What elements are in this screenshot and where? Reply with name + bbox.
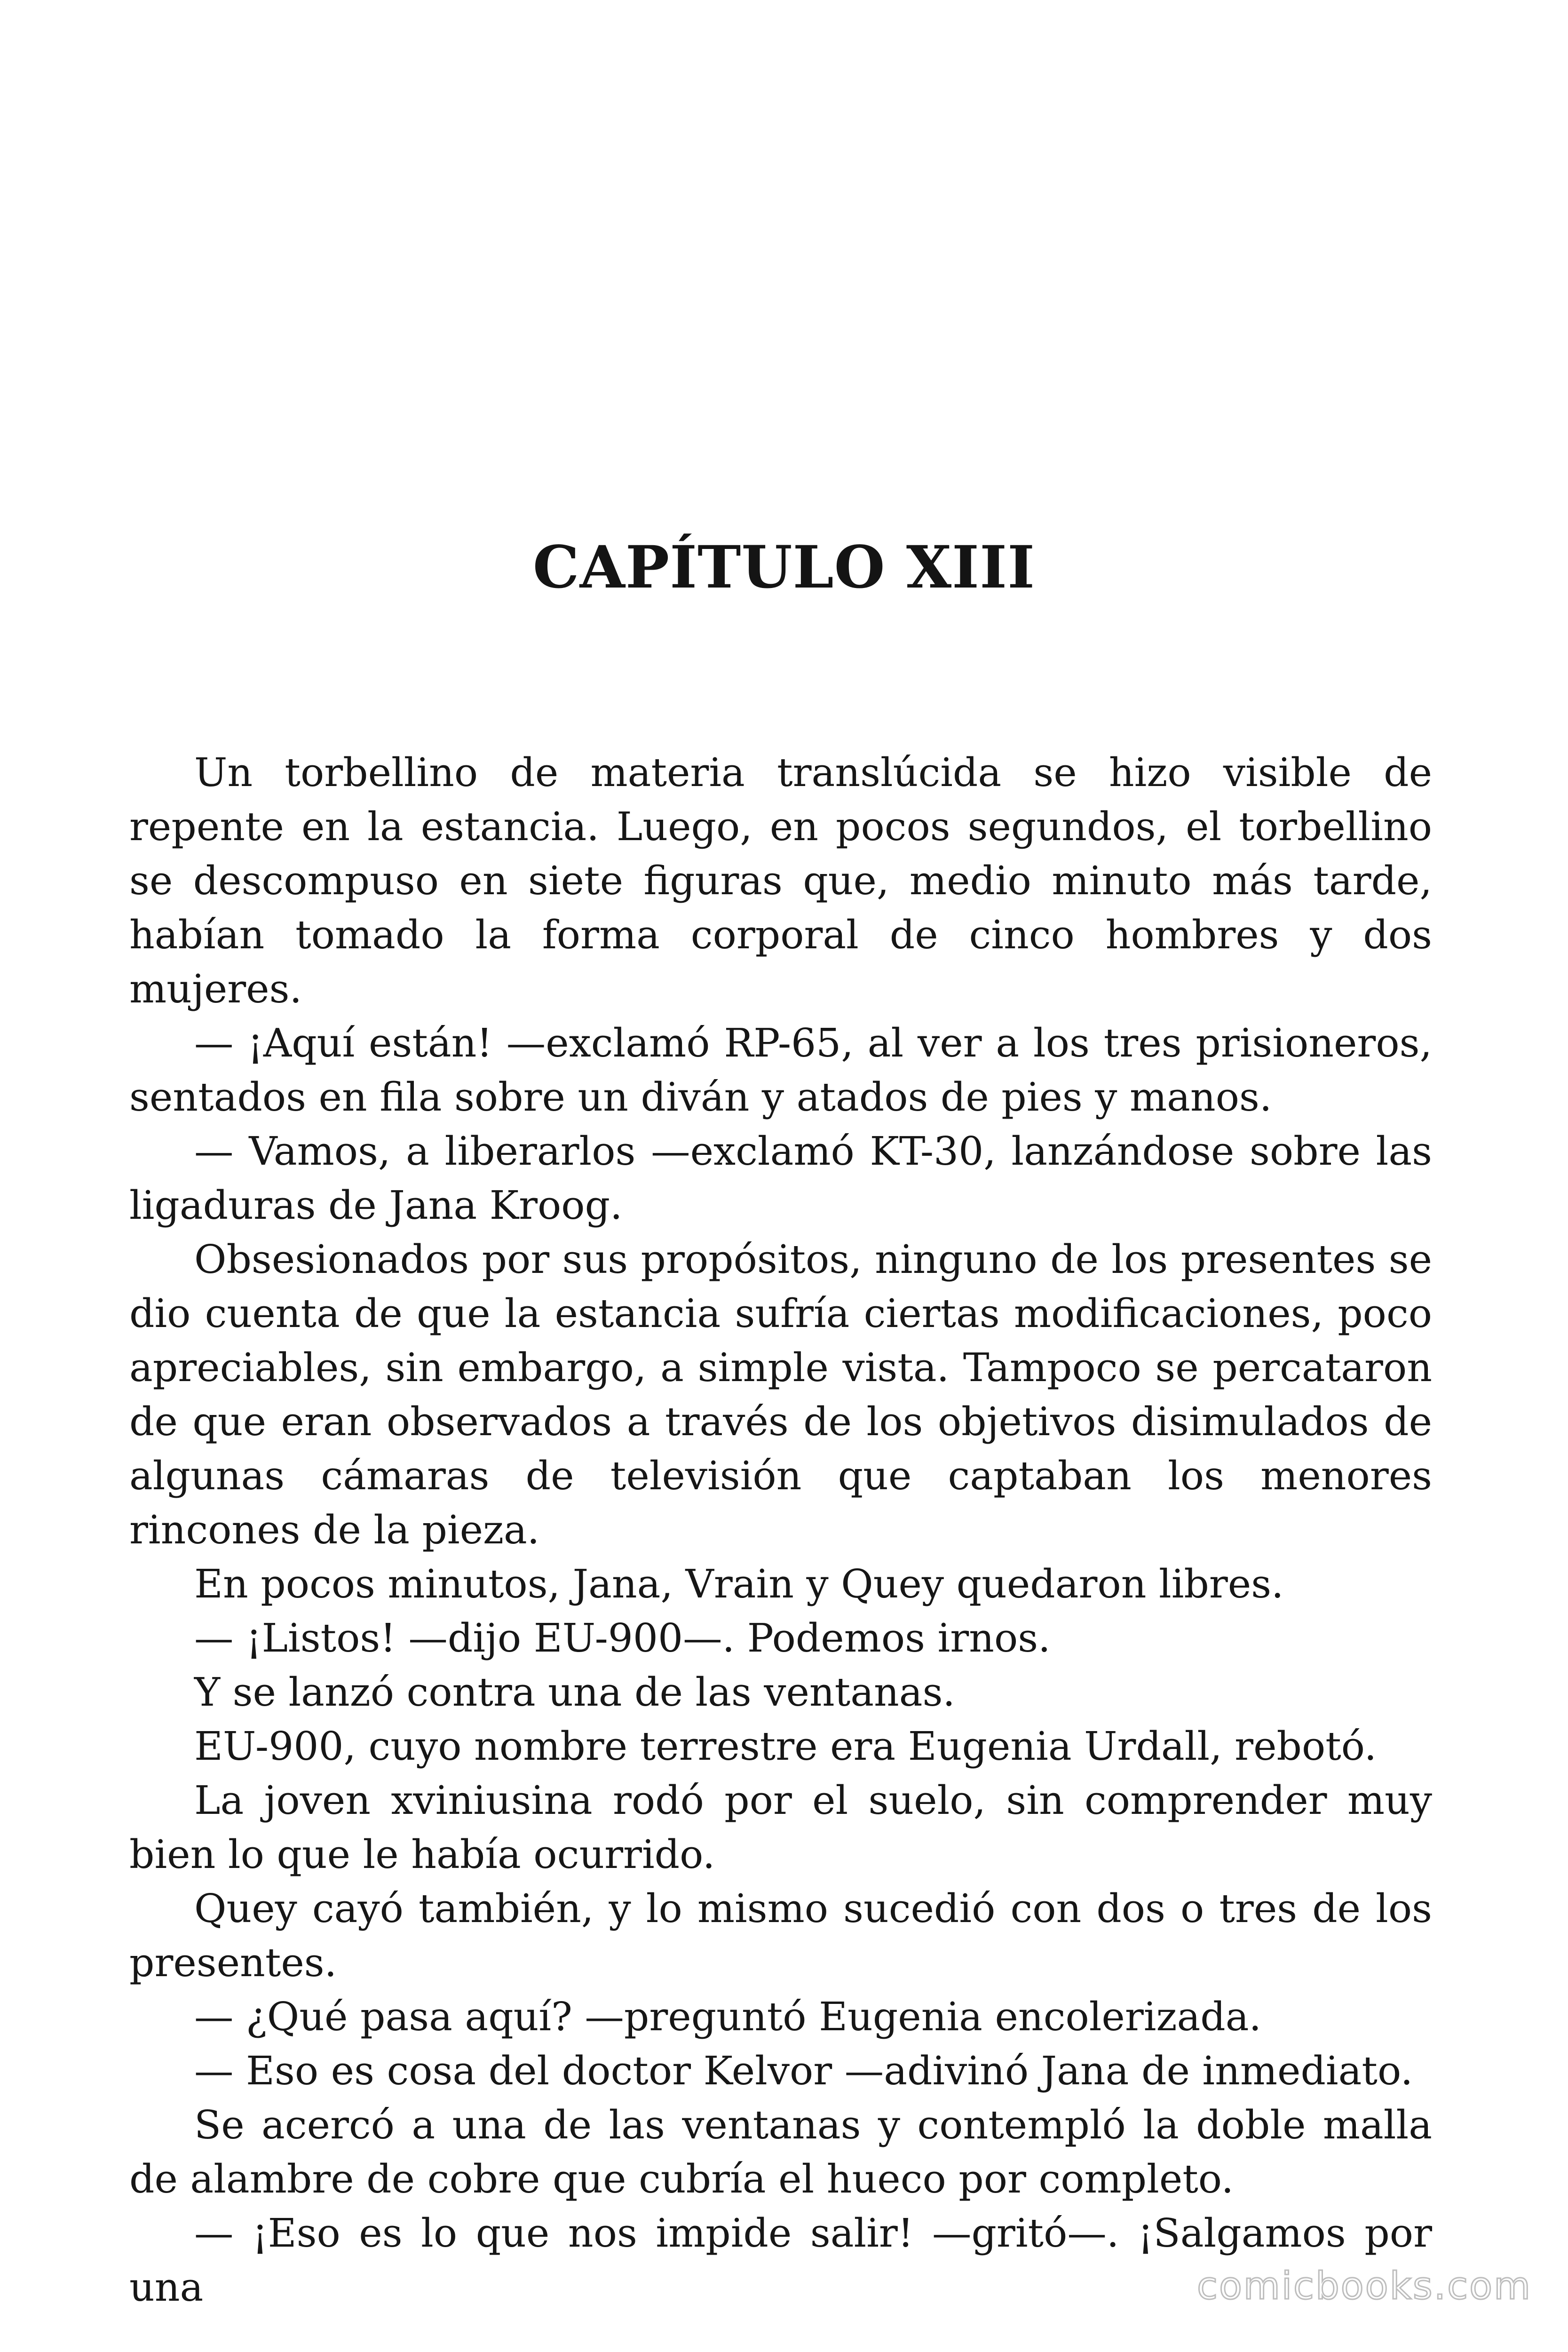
paragraph: EU-900, cuyo nombre terrestre era Eugenia Urdall, rebotó. <box>194 1723 1377 1769</box>
paragraph: Se acercó a una de las ventanas y contempló la doble malla de alambre de cobre que cubría el hueco por completo. <box>129 2102 1432 2202</box>
chapter-body <box>129 746 1432 2314</box>
paragraph: — ¿Qué pasa aquí? —preguntó Eugenia encolerizada. <box>194 1994 1262 2040</box>
paragraph: Un torbellino de materia translúcida se hizo visible de repente en la estancia. Luego, en pocos segundos, el torbellino se descompuso en siete figuras que, medio minuto más tarde, habían tomado la forma corporal de cinco hombres y dos mujeres. <box>129 749 1432 1012</box>
paragraph: La joven xviniusina rodó por el suelo, sin comprender muy bien lo que le había ocurrido. <box>129 1777 1432 1877</box>
paragraph: — Vamos, a liberarlos —exclamó KT-30, lanzándose sobre las ligaduras de Jana Kroog. <box>129 1128 1432 1228</box>
paragraph: — Eso es cosa del doctor Kelvor —adivinó Jana de inmediato. <box>194 2048 1413 2094</box>
paragraph: Quey cayó también, y lo mismo sucedió con dos o tres de los presentes. <box>129 1885 1432 1986</box>
paragraph: — ¡Aquí están! —exclamó RP-65, al ver a los tres prisioneros, sentados en fila sobre un diván y atados de pies y manos. <box>129 1020 1432 1120</box>
paragraph: — ¡Eso es lo que nos impide salir! —gritó—. ¡Salgamos por una <box>129 2210 1432 2310</box>
paragraph: Y se lanzó contra una de las ventanas. <box>194 1669 955 1715</box>
chapter-title: CAPÍTULO XIII <box>532 533 1036 602</box>
paragraph: — ¡Listos! —dijo EU-900—. Podemos irnos. <box>194 1615 1051 1661</box>
paragraph: En pocos minutos, Jana, Vrain y Quey quedaron libres. <box>194 1561 1284 1607</box>
paragraph: Obsesionados por sus propósitos, ninguno de los presentes se dio cuenta de que la estancia sufría ciertas modificaciones, poco apreciables, sin embargo, a simple vista. Tampoco se percataron de que eran observados a través de los objetivos disimulados de algunas cámaras de televisión que captaban los menores rincones de la pieza. <box>129 1236 1432 1553</box>
watermark: comicbooks.com <box>1196 2264 1532 2308</box>
